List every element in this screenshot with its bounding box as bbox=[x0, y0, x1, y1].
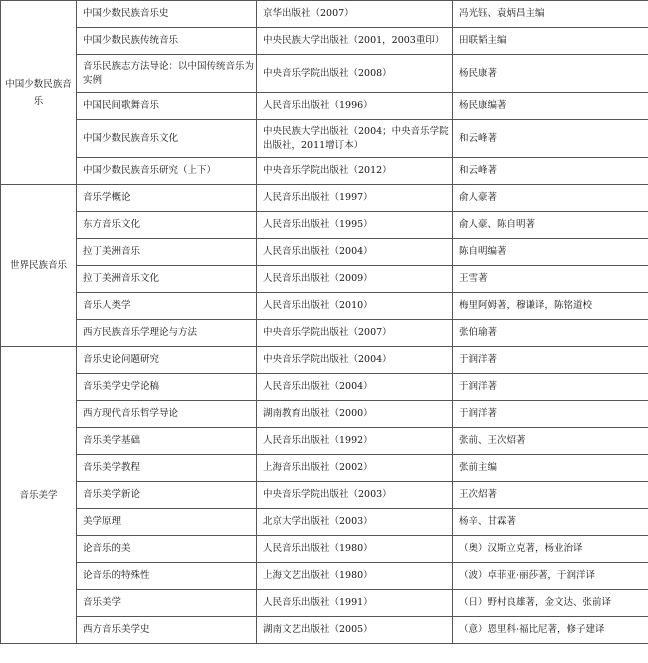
author: 张前主编 bbox=[453, 455, 648, 482]
book-title: 拉丁美洲音乐文化 bbox=[77, 266, 257, 293]
publisher: 中央民族大学出版社（2004；中央音乐学院出版社，2011增订本） bbox=[257, 120, 453, 158]
table-row bbox=[1, 401, 648, 428]
book-title: 音乐学概论 bbox=[77, 185, 257, 212]
author: 张前、王次炤著 bbox=[453, 428, 648, 455]
author: 俞人豪著 bbox=[453, 185, 648, 212]
publisher: 人民音乐出版社（1997） bbox=[257, 185, 453, 212]
table-row bbox=[1, 120, 648, 158]
table-row bbox=[1, 93, 648, 120]
publisher: 人民音乐出版社（2009） bbox=[257, 266, 453, 293]
book-title: 西方音乐美学史 bbox=[77, 617, 257, 644]
author: （奥）汉斯立克著，杨业治译 bbox=[453, 536, 648, 563]
author: 田联韬主编 bbox=[453, 28, 648, 55]
author: 于润洋著 bbox=[453, 374, 648, 401]
table-row bbox=[1, 158, 648, 185]
author: 于润洋著 bbox=[453, 347, 648, 374]
book-title: 音乐美学教程 bbox=[77, 455, 257, 482]
book-title: 论音乐的特殊性 bbox=[77, 563, 257, 590]
publisher: 上海音乐出版社（2002） bbox=[257, 455, 453, 482]
book-title: 中国少数民族音乐文化 bbox=[77, 120, 257, 158]
publisher: 中央音乐学院出版社（2003） bbox=[257, 482, 453, 509]
author: 杨民康编著 bbox=[453, 93, 648, 120]
author: 陈自明编著 bbox=[453, 239, 648, 266]
author: 冯光钰、袁炳昌主编 bbox=[453, 1, 648, 28]
publisher: 中央音乐学院出版社（2007） bbox=[257, 320, 453, 347]
table-row bbox=[1, 347, 648, 374]
table-row bbox=[1, 28, 648, 55]
author: 王雪著 bbox=[453, 266, 648, 293]
table-row bbox=[1, 266, 648, 293]
book-title: 东方音乐文化 bbox=[77, 212, 257, 239]
publisher: 湖南文艺出版社（2005） bbox=[257, 617, 453, 644]
publisher: 中央音乐学院出版社（2012） bbox=[257, 158, 453, 185]
book-title: 论音乐的美 bbox=[77, 536, 257, 563]
author: 和云峰著 bbox=[453, 158, 648, 185]
category-cell: 音乐美学 bbox=[1, 347, 77, 644]
book-title: 中国少数民族传统音乐 bbox=[77, 28, 257, 55]
book-title: 西方现代音乐哲学导论 bbox=[77, 401, 257, 428]
publisher: 上海文艺出版社（1980） bbox=[257, 563, 453, 590]
publisher: 中央民族大学出版社（2001，2003重印） bbox=[257, 28, 453, 55]
publisher: 人民音乐出版社（1980） bbox=[257, 536, 453, 563]
author: 杨辛、甘霖著 bbox=[453, 509, 648, 536]
author: 张伯瑜著 bbox=[453, 320, 648, 347]
publisher: 北京大学出版社（2003） bbox=[257, 509, 453, 536]
publisher: 湖南教育出版社（2000） bbox=[257, 401, 453, 428]
table-row bbox=[1, 239, 648, 266]
table-row bbox=[1, 374, 648, 401]
category-cell: 中国少数民族音乐 bbox=[1, 1, 77, 185]
table-row bbox=[1, 293, 648, 320]
book-title: 音乐人类学 bbox=[77, 293, 257, 320]
publisher: 人民音乐出版社（1991） bbox=[257, 590, 453, 617]
book-title: 音乐美学基础 bbox=[77, 428, 257, 455]
book-title: 音乐史论问题研究 bbox=[77, 347, 257, 374]
table-row bbox=[1, 590, 648, 617]
table-row bbox=[1, 482, 648, 509]
table-row bbox=[1, 1, 648, 28]
book-title: 美学原理 bbox=[77, 509, 257, 536]
author: 王次炤著 bbox=[453, 482, 648, 509]
book-title: 音乐美学 bbox=[77, 590, 257, 617]
book-title: 中国少数民族音乐研究（上下） bbox=[77, 158, 257, 185]
table-row bbox=[1, 428, 648, 455]
category-cell: 世界民族音乐 bbox=[1, 185, 77, 347]
author: （波）卓菲亚·丽莎著，于润洋译 bbox=[453, 563, 648, 590]
table-row bbox=[1, 455, 648, 482]
publisher: 人民音乐出版社（1996） bbox=[257, 93, 453, 120]
publisher: 人民音乐出版社（1995） bbox=[257, 212, 453, 239]
book-title: 音乐美学新论 bbox=[77, 482, 257, 509]
author: （意）恩里科·福比尼著，修子建译 bbox=[453, 617, 648, 644]
author: 于润洋著 bbox=[453, 401, 648, 428]
table-row bbox=[1, 55, 648, 93]
table-row bbox=[1, 185, 648, 212]
author: 和云峰著 bbox=[453, 120, 648, 158]
author: 杨民康著 bbox=[453, 55, 648, 93]
publisher: 京华出版社（2007） bbox=[257, 1, 453, 28]
book-title: 西方民族音乐学理论与方法 bbox=[77, 320, 257, 347]
book-title: 音乐美学史学论稿 bbox=[77, 374, 257, 401]
publisher: 中央音乐学院出版社（2004） bbox=[257, 347, 453, 374]
publisher: 人民音乐出版社（2004） bbox=[257, 374, 453, 401]
table-row bbox=[1, 509, 648, 536]
table-row bbox=[1, 563, 648, 590]
table-row bbox=[1, 617, 648, 644]
author: 俞人豪、陈自明著 bbox=[453, 212, 648, 239]
table-row bbox=[1, 536, 648, 563]
book-title: 音乐民族志方法导论：以中国传统音乐为实例 bbox=[77, 55, 257, 93]
table-row bbox=[1, 320, 648, 347]
table-row bbox=[1, 212, 648, 239]
book-title: 中国少数民族音乐史 bbox=[77, 1, 257, 28]
publisher: 中央音乐学院出版社（2008） bbox=[257, 55, 453, 93]
book-title: 拉丁美洲音乐 bbox=[77, 239, 257, 266]
author: （日）野村良雄著，金文达、张前译 bbox=[453, 590, 648, 617]
book-title: 中国民间歌舞音乐 bbox=[77, 93, 257, 120]
publisher: 人民音乐出版社（2004） bbox=[257, 239, 453, 266]
publisher: 人民音乐出版社（2010） bbox=[257, 293, 453, 320]
author: 梅里阿姆著，穆谦译，陈铭道校 bbox=[453, 293, 648, 320]
publisher: 人民音乐出版社（1992） bbox=[257, 428, 453, 455]
